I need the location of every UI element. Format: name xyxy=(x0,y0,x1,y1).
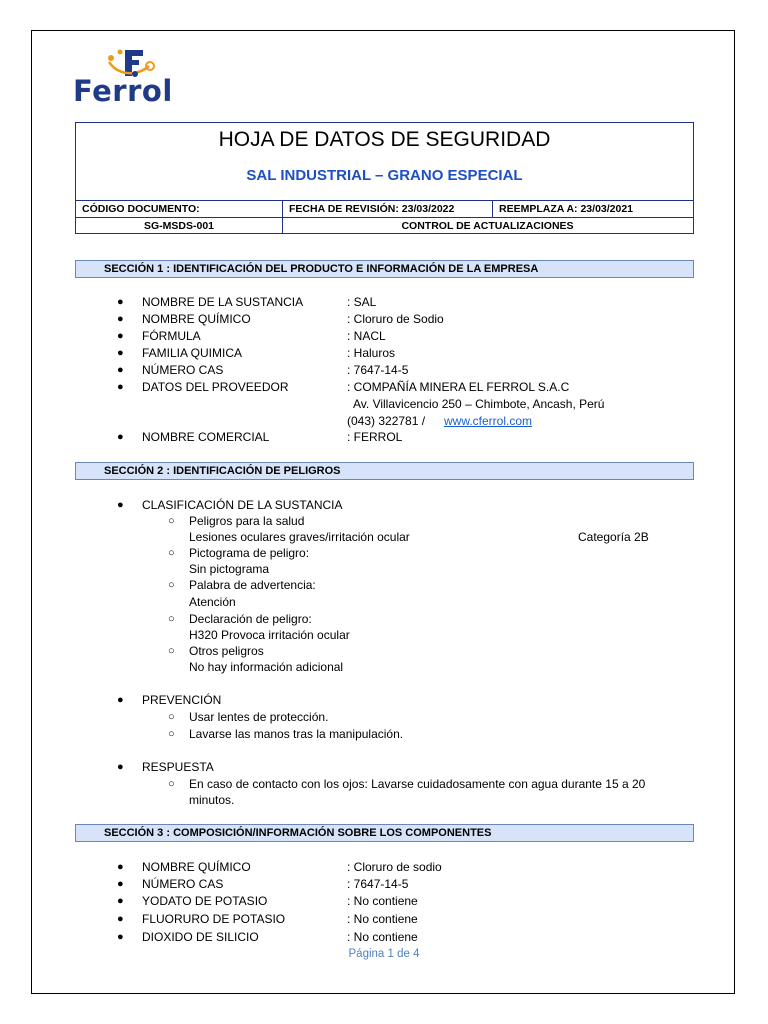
codigo-value: SG-MSDS-001 xyxy=(143,220,215,232)
hazard-detail: Atención xyxy=(189,595,236,609)
field-value: : COMPAÑÍA MINERA EL FERROL S.A.C xyxy=(347,380,570,394)
sub-bullet-icon: ○ xyxy=(168,645,175,657)
field-label: YODATO DE POTASIO xyxy=(142,894,268,908)
bullet-icon: ● xyxy=(117,931,124,943)
field-value: : 7647-14-5 xyxy=(347,877,409,891)
hazard-category: Categoría 2B xyxy=(578,530,649,544)
hazard-detail: H320 Provoca irritación ocular xyxy=(189,628,350,642)
field-label: FAMILIA QUIMICA xyxy=(142,346,243,360)
document-subtitle: SAL INDUSTRIAL – GRANO ESPECIAL xyxy=(246,167,523,184)
field-value: : Haluros xyxy=(347,346,396,360)
field-label: NÚMERO CAS xyxy=(142,363,224,377)
hazard-heading: Pictograma de peligro: xyxy=(189,546,310,560)
bullet-icon: ● xyxy=(117,861,124,873)
section-1-header: SECCIÓN 1 : IDENTIFICACIÓN DEL PRODUCTO E INFORMACIÓN DE LA EMPRESA xyxy=(75,260,694,278)
page-number: Página 1 de 4 xyxy=(348,948,420,960)
field-value: : No contiene xyxy=(347,894,418,908)
field-label: NOMBRE DE LA SUSTANCIA xyxy=(142,295,304,309)
document-header-table xyxy=(75,122,694,234)
bullet-icon: ● xyxy=(117,364,124,376)
codigo-label: CÓDIGO DOCUMENTO: xyxy=(82,203,200,215)
sub-bullet-icon: ○ xyxy=(168,711,175,723)
field-value: : SAL xyxy=(347,295,377,309)
section-2-header: SECCIÓN 2 : IDENTIFICACIÓN DE PELIGROS xyxy=(75,462,694,480)
field-label: NOMBRE QUÍMICO xyxy=(142,312,251,326)
bullet-icon: ● xyxy=(117,895,124,907)
section-3-header: SECCIÓN 3 : COMPOSICIÓN/INFORMACIÓN SOBRE LOS COMPONENTES xyxy=(75,824,694,842)
field-value: : No contiene xyxy=(347,912,418,926)
bullet-icon: ● xyxy=(117,913,124,925)
prevencion-item: Usar lentes de protección. xyxy=(189,710,329,724)
control-actualizaciones: CONTROL DE ACTUALIZACIONES xyxy=(401,220,574,232)
field-label: FÓRMULA xyxy=(142,329,201,343)
respuesta-item-cont: minutos. xyxy=(189,793,235,807)
bullet-icon: ● xyxy=(117,296,124,308)
sub-bullet-icon: ○ xyxy=(168,613,175,625)
bullet-icon: ● xyxy=(117,431,124,443)
field-label: DATOS DEL PROVEEDOR xyxy=(142,380,289,394)
field-label: DIOXIDO DE SILICIO xyxy=(142,930,259,944)
respuesta-item: En caso de contacto con los ojos: Lavarse cuidadosamente con agua durante 15 a 20 xyxy=(189,777,646,791)
reemplaza-fecha: REEMPLAZA A: 23/03/2021 xyxy=(499,203,634,215)
field-value: : FERROL xyxy=(347,430,403,444)
bullet-icon: ● xyxy=(117,761,124,773)
sub-bullet-icon: ○ xyxy=(168,547,175,559)
bullet-icon: ● xyxy=(117,347,124,359)
field-label: FLUORURO DE POTASIO xyxy=(142,912,286,926)
prevencion-item: Lavarse las manos tras la manipulación. xyxy=(189,727,404,741)
fecha-revision: FECHA DE REVISIÓN: 23/03/2022 xyxy=(289,203,455,215)
hazard-detail: Sin pictograma xyxy=(189,562,270,576)
bullet-icon: ● xyxy=(117,694,124,706)
field-value: : Cloruro de sodio xyxy=(347,860,442,874)
provider-phone: (043) 322781 / xyxy=(347,414,426,428)
field-value: : NACL xyxy=(347,329,386,343)
field-value: : No contiene xyxy=(347,930,418,944)
hazard-heading: Palabra de advertencia: xyxy=(189,578,316,592)
hazard-heading: Declaración de peligro: xyxy=(189,612,312,626)
sub-bullet-icon: ○ xyxy=(168,778,175,790)
field-label: NÚMERO CAS xyxy=(142,877,224,891)
field-label: NOMBRE QUÍMICO xyxy=(142,860,251,874)
sub-bullet-icon: ○ xyxy=(168,728,175,740)
hazard-detail: Lesiones oculares graves/irritación ocular xyxy=(189,530,410,544)
hazard-heading: Otros peligros xyxy=(189,644,264,658)
bullet-icon: ● xyxy=(117,330,124,342)
respuesta-heading: RESPUESTA xyxy=(142,760,214,774)
sub-bullet-icon: ○ xyxy=(168,579,175,591)
sub-bullet-icon: ○ xyxy=(168,515,175,527)
provider-address: Av. Villavicencio 250 – Chimbote, Ancash, Perú xyxy=(353,397,605,411)
field-label: NOMBRE COMERCIAL xyxy=(142,430,270,444)
hazard-detail: No hay información adicional xyxy=(189,660,344,674)
ferrol-logo xyxy=(73,44,203,110)
bullet-icon: ● xyxy=(117,381,124,393)
prevencion-heading: PREVENCIÓN xyxy=(142,693,222,707)
clasificacion-heading: CLASIFICACIÓN DE LA SUSTANCIA xyxy=(142,498,343,512)
field-value: : Cloruro de Sodio xyxy=(347,312,444,326)
hazard-heading: Peligros para la salud xyxy=(189,514,305,528)
bullet-icon: ● xyxy=(117,499,124,511)
provider-website-link[interactable]: www.cferrol.com xyxy=(444,414,533,428)
bullet-icon: ● xyxy=(117,313,124,325)
document-title: HOJA DE DATOS DE SEGURIDAD xyxy=(218,128,551,151)
bullet-icon: ● xyxy=(117,878,124,890)
field-value: : 7647-14-5 xyxy=(347,363,409,377)
logo-text: Ferrol xyxy=(73,74,173,108)
